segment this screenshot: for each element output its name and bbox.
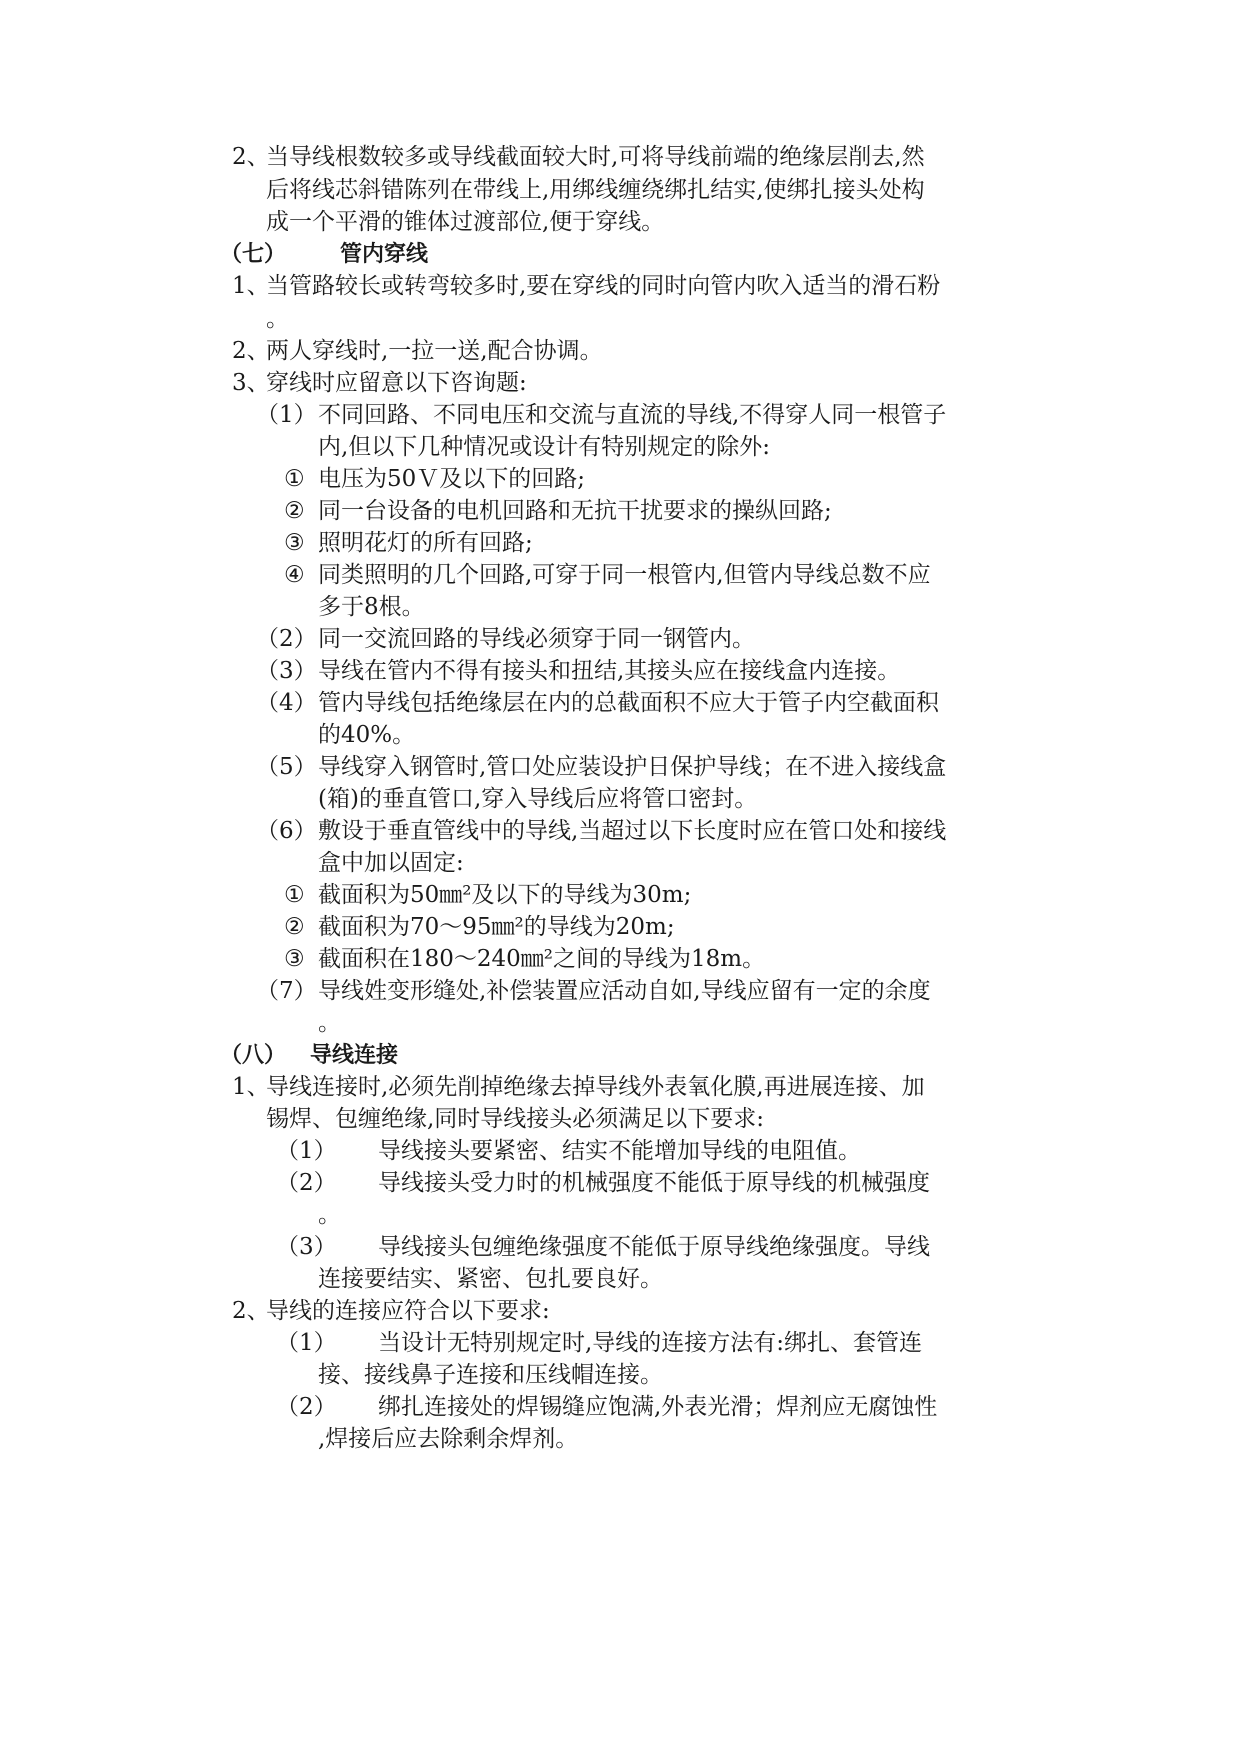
circled-number: ② — [284, 498, 305, 524]
section-title: 管内穿线 — [340, 242, 429, 267]
sub-item-text: 导线接头包缠绝缘强度不能低于原导线绝缘强度。导线 — [378, 1234, 930, 1260]
sub-item-text-continued: 盒中加以固定: — [318, 850, 464, 876]
sub-item-number: （2） — [276, 1394, 337, 1420]
item-text: 导线连接时,必须先削掉绝缘去掉导线外表氧化膜,再进展连接、加 — [266, 1074, 925, 1100]
item-number: 1、 — [232, 1074, 270, 1100]
list-item-3 — [232, 365, 527, 401]
sub-item-text-continued: 连接要结实、紧密、包扎要良好。 — [318, 1266, 663, 1292]
sub-item-number: （1） — [276, 1330, 337, 1356]
sub-item-1 — [276, 1133, 861, 1169]
item-text: 当导线根数较多或导线截面较大时,可将导线前端的绝缘层削去,然 — [266, 144, 925, 170]
sub-item-text: 不同回路、不同电压和交流与直流的导线,不得穿人同一根管子 — [318, 402, 947, 428]
circled-item-text-continued: 多于8根。 — [318, 594, 425, 620]
section-number: （八） — [220, 1043, 287, 1068]
sub-item-text: 绑扎连接处的焊锡缝应饱满,外表光滑；焊剂应无腐蚀性 — [378, 1394, 938, 1420]
circled-item-text: 同一台设备的电机回路和无抗干扰要求的操纵回路; — [318, 498, 832, 524]
sub-item-text-continued: (箱)的垂直管口,穿入导线后应将管口密封。 — [318, 786, 758, 812]
sub-item-text: 导线姓变形缝处,补偿装置应活动自如,导线应留有一定的余度 — [318, 978, 931, 1004]
sub-item-text: 敷设于垂直管线中的导线,当超过以下长度时应在管口处和接线 — [318, 818, 947, 844]
circled-number: ③ — [284, 946, 305, 972]
circled-item-2 — [284, 909, 675, 945]
circled-number: ④ — [284, 562, 305, 588]
circled-item-text: 截面积为70～95㎜²的导线为20m; — [318, 914, 675, 940]
item-text-continued: 后将线芯斜错陈列在带线上,用绑线缠绕绑扎结实,使绑扎接头处构 — [266, 177, 925, 203]
sub-item-text: 导线穿入钢管时,管口处应装设护日保护导线；在不进入接线盒 — [318, 754, 947, 780]
circled-item-2 — [284, 493, 832, 529]
item-number: 3、 — [232, 370, 270, 396]
sub-item-3 — [256, 653, 900, 689]
circled-number: ② — [284, 914, 305, 940]
sub-item-5 — [256, 749, 946, 785]
item-text-continued: 锡焊、包缠绝缘,同时导线接头必须满足以下要求: — [266, 1106, 765, 1132]
sub-item-7 — [256, 973, 931, 1009]
sub-item-text-continued: 的40%。 — [318, 722, 416, 748]
sub-item-2 — [276, 1389, 937, 1425]
sub-item-text-continued: 接、接线鼻子连接和压线帽连接。 — [318, 1362, 663, 1388]
sub-item-number: （7） — [256, 978, 317, 1004]
sub-item-number: （6） — [256, 818, 317, 844]
item-text-continued: 成一个平滑的锥体过渡部位,便于穿线。 — [266, 209, 665, 235]
circled-item-text: 电压为50Ｖ及以下的回路; — [318, 466, 586, 492]
sub-item-6 — [256, 813, 946, 849]
list-item-1 — [232, 268, 940, 304]
sub-item-text-continued: ,焊接后应去除剩余焊剂。 — [318, 1426, 579, 1452]
item-text: 穿线时应留意以下咨询题: — [266, 370, 527, 396]
item-text: 导线的连接应符合以下要求: — [266, 1298, 550, 1324]
sub-item-text: 导线在管内不得有接头和扭结,其接头应在接线盒内连接。 — [318, 658, 901, 684]
sub-item-1 — [276, 1325, 922, 1361]
sub-item-number: （3） — [276, 1234, 337, 1260]
circled-item-1 — [284, 461, 585, 497]
item-text: 两人穿线时,一拉一送,配合协调。 — [266, 338, 603, 364]
circled-item-3 — [284, 941, 765, 977]
sub-item-text: 当设计无特别规定时,导线的连接方法有:绑扎、套管连 — [378, 1330, 923, 1356]
sub-item-text: 管内导线包括绝缘层在内的总截面积不应大于管子内空截面积 — [318, 690, 939, 716]
circled-item-4 — [284, 557, 931, 593]
circled-item-text: 照明花灯的所有回路; — [318, 530, 533, 556]
sub-item-number: （1） — [256, 402, 317, 428]
list-item-2 — [232, 1293, 550, 1329]
sub-item-text: 同一交流回路的导线必须穿于同一钢管内。 — [318, 626, 755, 652]
circled-item-1 — [284, 877, 691, 913]
sub-item-number: （4） — [256, 690, 317, 716]
circled-item-3 — [284, 525, 533, 561]
sub-item-number: （1） — [276, 1138, 337, 1164]
sub-item-text: 导线接头要紧密、结实不能增加导线的电阻值。 — [378, 1138, 861, 1164]
sub-item-1 — [256, 397, 946, 433]
sub-item-number: （2） — [256, 626, 317, 652]
item-number: 2、 — [232, 1298, 270, 1324]
sub-item-text-continued: 。 — [318, 1202, 341, 1228]
section-title: 导线连接 — [310, 1043, 399, 1068]
sub-item-text-continued: 。 — [318, 1010, 341, 1036]
sub-item-text: 导线接头受力时的机械强度不能低于原导线的机械强度 — [378, 1170, 930, 1196]
list-item-1 — [232, 1069, 925, 1105]
sub-item-3 — [276, 1229, 930, 1265]
circled-number: ③ — [284, 530, 305, 556]
list-item-2 — [232, 139, 925, 175]
sub-item-2 — [276, 1165, 930, 1201]
item-number: 2、 — [232, 144, 270, 170]
item-text: 当管路较长或转弯较多时,要在穿线的同时向管内吹入适当的滑石粉 — [266, 273, 941, 299]
item-text-continued: 。 — [266, 306, 289, 332]
circled-item-text: 同类照明的几个回路,可穿于同一根管内,但管内导线总数不应 — [318, 562, 931, 588]
circled-number: ① — [284, 466, 305, 492]
section-number: （七） — [220, 242, 287, 267]
sub-item-number: （5） — [256, 754, 317, 780]
circled-number: ① — [284, 882, 305, 908]
sub-item-2 — [256, 621, 755, 657]
sub-item-4 — [256, 685, 939, 721]
circled-item-text: 截面积在180～240㎜²之间的导线为18m。 — [318, 946, 766, 972]
list-item-2 — [232, 333, 603, 369]
item-number: 2、 — [232, 338, 270, 364]
sub-item-number: （2） — [276, 1170, 337, 1196]
item-number: 1、 — [232, 273, 270, 299]
circled-item-text: 截面积为50㎜²及以下的导线为30m; — [318, 882, 692, 908]
sub-item-number: （3） — [256, 658, 317, 684]
sub-item-text-continued: 内,但以下几种情况或设计有特别规定的除外: — [318, 434, 771, 460]
